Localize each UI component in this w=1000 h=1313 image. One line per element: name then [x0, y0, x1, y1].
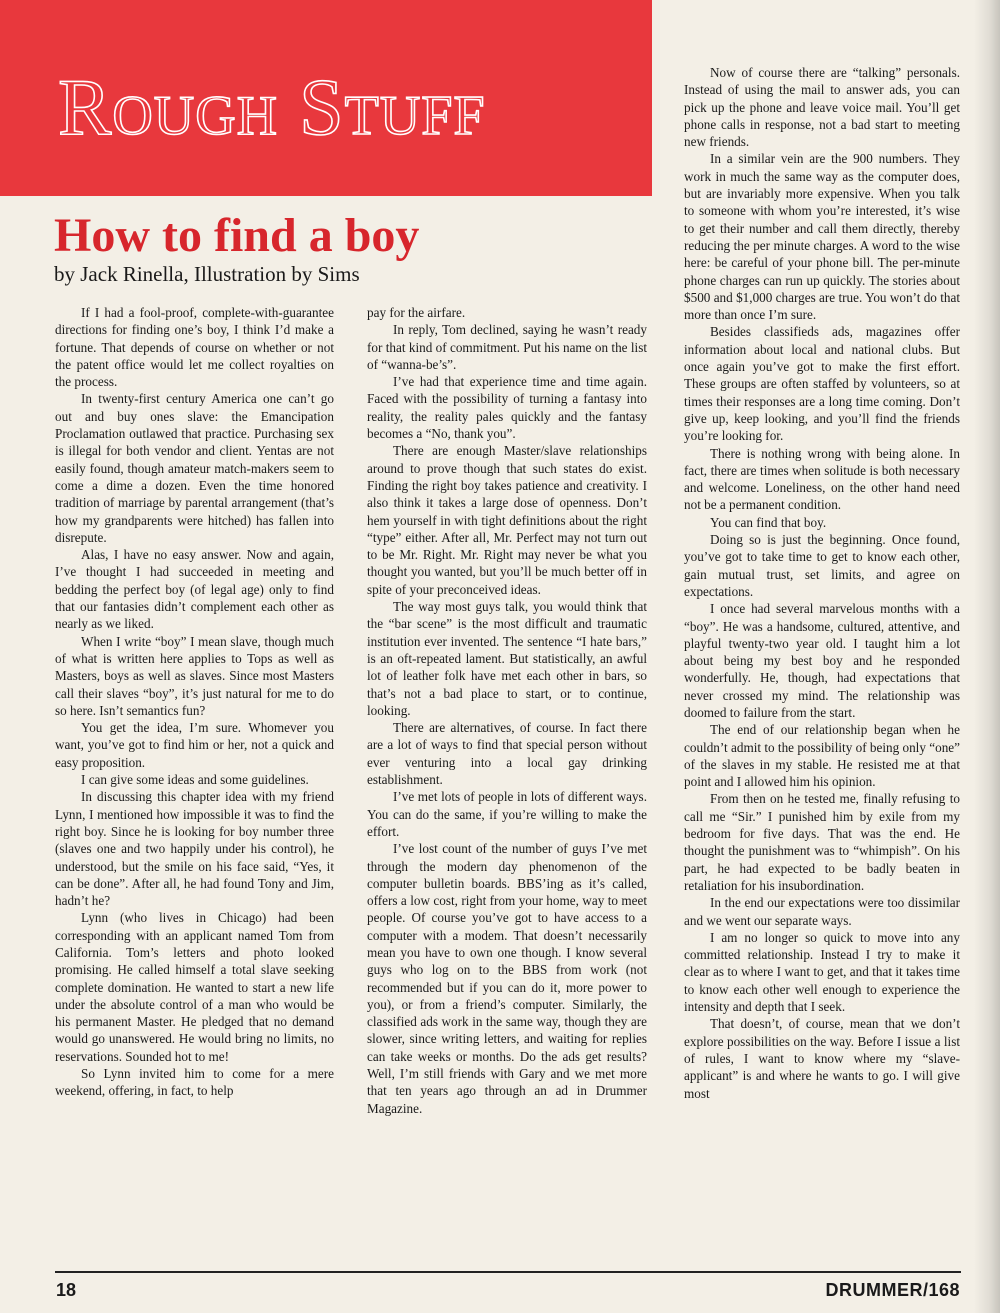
paragraph: You get the idea, I’m sure. Whomever you want, you’ve got to find him or her, not a quick and easy proposition.	[55, 720, 334, 770]
paragraph: In reply, Tom declined, saying he wasn’t ready for that kind of commitment. Put his name on the list of “wanna-be’s”.	[367, 322, 647, 372]
paragraph: There are alternatives, of course. In fact there are a lot of ways to find that special person without ever venturing into a local gay drinking establishment.	[367, 720, 647, 788]
paragraph: Doing so is just the beginning. Once found, you’ve got to take time to get to know each other, gain mutual trust, set limits, and agree on expectations.	[684, 532, 960, 599]
paragraph: If I had a fool-proof, complete-with-guarantee directions for finding one’s boy, I think I’d make a fortune. That depends of course on whether or not the patent office would let me collect royalties on the process.	[55, 305, 334, 390]
paragraph: When I write “boy” I mean slave, though much of what is written here applies to Tops as well as Masters, boys as well as slaves. Since most Masters call their slaves “boy”, it’s just natural for me to do so here. Isn’t semantics fun?	[55, 633, 334, 718]
paragraph: Now of course there are “talking” personals. Instead of using the mail to answer ads, you can pick up the phone and leave voice mail. You’ll get phone calls in response, not a bad start to meeting new friends.	[684, 65, 960, 150]
article-byline: by Jack Rinella, Illustration by Sims	[54, 262, 360, 286]
paragraph: I can give some ideas and some guidelines.	[81, 772, 309, 788]
paragraph: In a similar vein are the 900 numbers. They work in much the same way as the computer does, but are invariably more expensive. When you talk to someone with whom you’re interested, it’s wise to get their number and call them directly, thereby reducing the per minute charges. A word to the wise here: be careful of your phone bill. The per-minute phone charges can run up quickly. The stories about $500 and $1,000 charges are true. You won’t do that more than once I’m sure.	[684, 151, 960, 323]
page-spine-shadow	[974, 0, 1000, 1313]
paragraph: Lynn (who lives in Chicago) had been corresponding with an applicant named Tom from California. Tom’s letters and photo looked promising. He called himself a total slave seeking complete domination. He wanted to start a new life under the absolute control of a man who would be his permanent Master. He pledged that no demand would go unanswered. He would bring no limits, no reservations. Sounded hot to me!	[55, 910, 334, 1064]
paragraph: In twenty-first century America one can’t go out and buy ones slave: the Emancipation Proclamation outlawed that practice. Purchasing sex is illegal for both vendor and client. Yentas are not easily found, though amateur match-makers seem to come a dime a dozen. Even the time honored tradition of marriage by parental arrangement (that’s how my grandparents were hitched) has fallen into disrepute.	[55, 391, 334, 545]
paragraph: The end of our relationship began when he couldn’t admit to the possibility of being only “one” of the slaves in my stable. He resisted me at that point and I allowed him his opinion.	[684, 722, 960, 790]
paragraph: I am no longer so quick to move into any committed relationship. Instead I try to make it clear as to where I want to get, and that it takes time to know each other well enough to experience the intensity and depth that I seek.	[684, 929, 960, 1015]
paragraph: In the end our expectations were too dissimilar and we went our separate ways.	[684, 895, 960, 928]
paragraph: There is nothing wrong with being alone. In fact, there are times when solitude is both necessary and welcome. Loneliness, on the other hand need not be a permanent condition.	[684, 445, 960, 513]
page-number: 18	[56, 1280, 77, 1300]
paragraph: There are enough Master/slave relationships around to prove though that such states do exist. Finding the right boy takes patience and creativity. I also think it takes a large dose of openness. Don’t hem yourself in with tight definitions about the right “type” either. After all, Mr. Perfect may not turn out to be Mr. Right. Mr. Right may never be what you thought you wanted, but you’ll be much better off in spite of your preconceived ideas.	[367, 443, 647, 597]
article-headline: How to find a boy	[54, 209, 420, 262]
paragraph: Alas, I have no easy answer. Now and again, I’ve thought I had succeeded in meeting and bedding the perfect boy (of legal age) only to find that our fantasies didn’t complement each other as nearly as we liked.	[55, 547, 334, 632]
text-column-3	[684, 64, 960, 1102]
text-column-1	[55, 304, 334, 1100]
paragraph: That doesn’t, of course, mean that we don’t explore possibilities on the way. Before I issue a list of rules, I want to know where my “slave-applicant” is and where he wants to go. I will give most	[684, 1016, 960, 1101]
paragraph: Besides classifieds ads, magazines offer information about local and national clubs. But once again you’ve got to make the first effort. These groups are often staffed by volunteers, so at times their responses are a long time coming. Don’t give up, keep looking, and you’ll find the friends you’re looking for.	[684, 324, 960, 444]
paragraph: From then on he tested me, finally refusing to call me “Sir.” I punished him by exile from my bedroom for five days. That was the end. He thought the punishment was to “whimpish”. On his part, he had expected to be badly beaten in retaliation for his insubordination.	[684, 791, 960, 893]
paragraph: I’ve had that experience time and time again. Faced with the possibility of turning a fantasy into reality, the reality pales quickly and the fantasy becomes a “No, thank you”.	[367, 374, 647, 442]
paragraph: The way most guys talk, you would think that the “bar scene” is the most difficult and traumatic institution ever invented. The sentence “I hate bars,” is an oft-repeated lament. But statistically, an awful lot of leather folk have met each other in bars, so that’s not a bad place to start, or to continue, looking.	[367, 599, 647, 718]
paragraph: pay for the airfare.	[367, 305, 466, 320]
paragraph: I’ve met lots of people in lots of different ways. You can do the same, if you’re willing to make the effort.	[367, 789, 647, 839]
magazine-issue-label: DRUMMER/168	[825, 1280, 960, 1300]
footer-rule	[55, 1271, 961, 1273]
section-title: Rough Stuff	[58, 64, 486, 152]
paragraph: I’ve lost count of the number of guys I’ve met through the modern day phenomenon of the computer bulletin boards. BBS’ing as it’s called, offers a low cost, right from your home, way to meet people. Of course you’ve got to have access to a computer with a modem. That doesn’t necessarily mean you have to own one though. I know several guys who log on to the BBS from work (not recommended but if you can do it, more power to you), or from a friend’s computer. Similarly, the classified ads work in the same way, though they are slower, since writing letters, and waiting for replies can take weeks or months. Do the ads get results? Well, I’m still friends with Gary and we met more that ten years ago through an ad in Drummer Magazine.	[367, 841, 647, 1116]
paragraph: I once had several marvelous months with a “boy”. He was a handsome, cultured, attentive, and playful twenty-two year old. I taught him a lot about being my best boy and he responded wonderfully. He, though, had expectations that never crossed my mind. The relationship was doomed to failure from the start.	[684, 601, 960, 720]
text-column-2	[367, 304, 647, 1117]
paragraph: In discussing this chapter idea with my friend Lynn, I mentioned how impossible it was to find the right boy. Since he is looking for boy number three (slaves one and two happily under his control), he understood, but the smile on his face said, “Yes, it can be done”. After all, he had found Tony and Jim, hadn’t he?	[55, 789, 334, 909]
paragraph: So Lynn invited him to come for a mere weekend, offering, in fact, to help	[55, 1066, 334, 1099]
paragraph: You can find that boy.	[710, 514, 827, 530]
